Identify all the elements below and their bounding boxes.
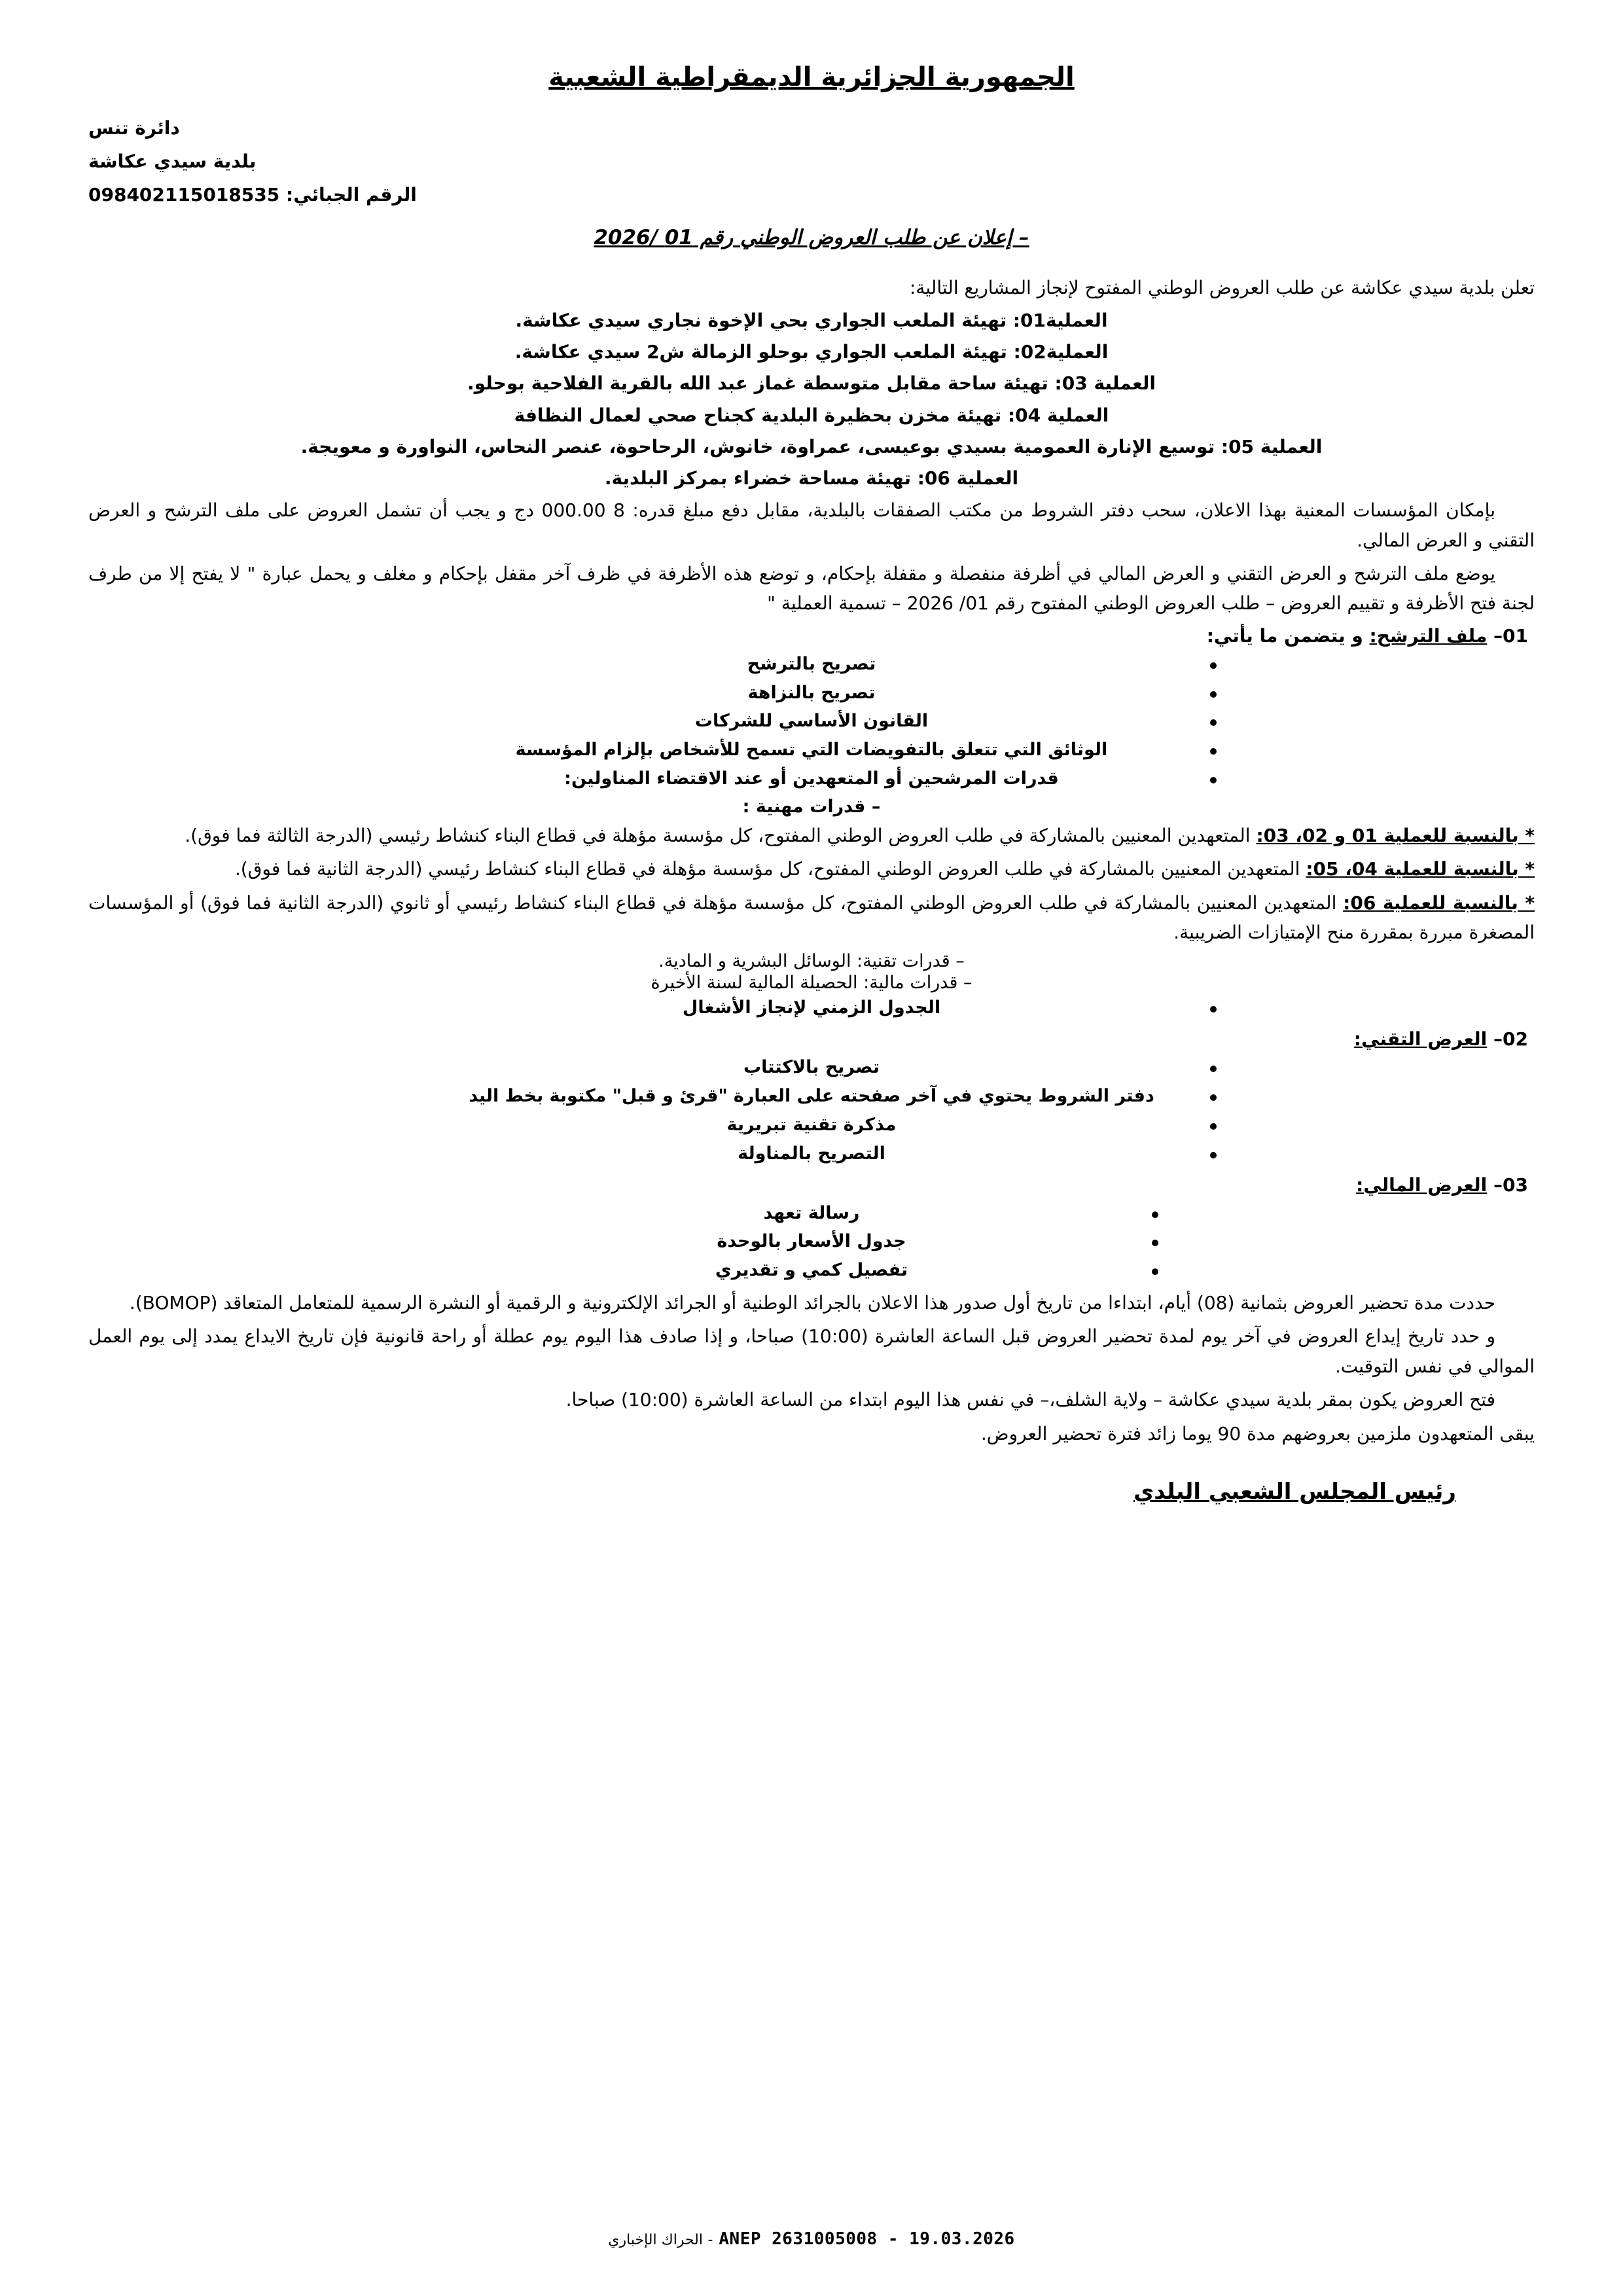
duration-paragraph: حددت مدة تحضير العروض بثمانية (08) أيام، ابتداءا من تاريخ أول صدور هذا الاعلان بالجرائد الوطنية أو الجرائد الإلكترونية و الرقمية أو النشرة الرسمية للمتعامل المتعاقد (BOMOP).	[129, 1292, 1495, 1314]
tax-number-label: الرقم الجبائي:	[286, 184, 417, 206]
list-item	[88, 708, 1535, 735]
daira-line: دائرة تنس	[88, 117, 180, 139]
list-item-label: تصريح بالاكتتاب	[743, 1057, 880, 1078]
opening-paragraph: فتح العروض يكون بمقر بلدية سيدي عكاشة – ولاية الشلف،– في نفس هذا اليوم ابتداء من الساعة العاشرة (10:00) صباحا.	[565, 1389, 1495, 1411]
case-text: المتعهدين المعنيين بالمشاركة في طلب العروض الوطني المفتوح، كل مؤسسة مؤهلة في قطاع البناء كنشاط رئيسي (الدرجة الثانية فما فوق).	[234, 858, 1300, 880]
list-item	[88, 1111, 1535, 1139]
operation-item: العملية01: تهيئة الملعب الجواري بحي الإخوة نجاري سيدي عكاشة.	[515, 309, 1108, 331]
case-paragraph-1	[88, 821, 1535, 850]
tax-number-value: 098402115018535	[88, 184, 280, 206]
financial-items	[88, 1200, 1535, 1285]
professional-capacity-label: – قدرات مهنية :	[742, 796, 881, 817]
footer-site-label: - الحراك الإخباري	[608, 2232, 713, 2248]
list-item	[88, 994, 1535, 1022]
list-item-label: تفصيل كمي و تقديري	[715, 1260, 908, 1281]
section-heading-financial	[88, 1174, 1535, 1196]
list-item-label: الجدول الزمني لإنجاز الأشغال	[682, 997, 941, 1018]
section-title: العرض التقني:	[1353, 1028, 1488, 1050]
section-title: ملف الترشح:	[1369, 624, 1488, 647]
case-paragraph-2	[88, 854, 1535, 884]
operations-list	[88, 306, 1535, 493]
list-item	[88, 651, 1535, 678]
bullet-dot-icon	[1152, 1268, 1158, 1275]
list-item	[88, 1140, 1535, 1168]
section-title: العرض المالي:	[1356, 1174, 1488, 1196]
page-title: الجمهورية الجزائرية الديمقراطية الشعبية	[548, 62, 1075, 92]
bullet-dot-icon	[1210, 748, 1217, 755]
list-item-label: الوثائق التي تتعلق بالتفويضات التي تسمح للأشخاص بإلزام المؤسسة	[515, 740, 1108, 761]
section-number: 03–	[1493, 1174, 1528, 1196]
bullet-dot-icon	[1210, 719, 1217, 726]
section-number: 02–	[1493, 1028, 1528, 1050]
list-item-label: جدول الأسعار بالوحدة	[717, 1231, 906, 1252]
bullet-dot-icon	[1210, 662, 1217, 669]
bullet-dot-icon	[1152, 1211, 1158, 1218]
validity-paragraph: يبقى المتعهدون ملزمين بعروضهم مدة 90 يوما زائد فترة تحضير العروض.	[980, 1422, 1535, 1444]
list-item-label: التصريح بالمناولة	[738, 1143, 885, 1164]
candidacy-items	[88, 651, 1535, 793]
bullet-dot-icon	[1210, 777, 1217, 783]
withdrawal-paragraph: بإمكان المؤسسات المعنية بهذا الاعلان، سحب دفتر الشروط من مكتب الصفقات بالبلدية، مقابل دفع مبلغ قدره: 8 000.00 دج و يجب أن تشمل العروض على ملف الترشح و العرض التقني و العرض المالي.	[88, 499, 1535, 551]
list-item	[88, 1200, 1535, 1227]
operation-item: العملية 03: تهيئة ساحة مقابل متوسطة غماز عبد الله بالقرية الفلاحية بوحلو.	[467, 372, 1156, 395]
case-text: المتعهدين المعنيين بالمشاركة في طلب العروض الوطني المفتوح، كل مؤسسة مؤهلة في قطاع البناء كنشاط رئيسي (الدرجة الثالثة فما فوق).	[185, 824, 1251, 846]
list-item	[88, 1228, 1535, 1255]
bullet-dot-icon	[1210, 1123, 1217, 1130]
list-item-label: تصريح بالنزاهة	[747, 682, 876, 703]
list-item-label: دفتر الشروط يحتوي في آخر صفحته على العبارة "قرئ و قبل" مكتوبة بخط اليد	[469, 1086, 1154, 1107]
list-item	[88, 1083, 1535, 1110]
bullet-dot-icon	[1210, 1152, 1217, 1158]
list-item	[88, 1054, 1535, 1081]
bullet-dot-icon	[1210, 1094, 1217, 1101]
announcement-title: – إعلان عن طلب العروض الوطني رقم 01 /2026	[594, 226, 1029, 249]
bullet-dot-icon	[1210, 1006, 1217, 1013]
list-item	[88, 736, 1535, 764]
list-item-label: مذكرة تقنية تبريرية	[726, 1114, 897, 1135]
list-item	[88, 765, 1535, 793]
case-text: المتعهدين المعنيين بالمشاركة في طلب العروض الوطني المفتوح، كل مؤسسة مؤهلة في قطاع البناء كنشاط رئيسي أو ثانوي (الدرجة الثانية فما فوق) أو المؤسسات المصغرة مبررة بمقررة منح الإمتيازات الضريبية.	[88, 891, 1535, 943]
technical-capacity-line: – قدرات تقنية: الوسائل البشرية و المادية.	[658, 951, 965, 972]
list-item	[88, 1257, 1535, 1284]
section-heading-technical	[88, 1028, 1535, 1050]
case-paragraph-3	[88, 888, 1535, 948]
case-label: * بالنسبة للعملية 04، 05:	[1306, 858, 1535, 880]
schedule-item-list	[88, 994, 1535, 1022]
tax-number-line	[88, 184, 1535, 206]
deposit-paragraph: و حدد تاريخ إيداع العروض في آخر يوم لمدة تحضير العروض قبل الساعة العاشرة (10:00) صباحا، و إذا صادف هذا اليوم يوم عطلة أو راحة قانونية فإن تاريخ الايداع يمدد إلى يوم العمل الموالي في نفس التوقيت.	[88, 1325, 1535, 1377]
operation-item: العملية 05: توسيع الإنارة العمومية بسيدي بوعيسى، عمراوة، خانوش، الرحاحوة، عنصر النحاس، النواورة و معويجة.	[300, 435, 1323, 457]
bullet-dot-icon	[1152, 1240, 1158, 1246]
section-heading-candidacy	[88, 625, 1535, 647]
envelopes-paragraph: يوضع ملف الترشح و العرض التقني و العرض المالي في أظرفة منفصلة و مقفلة بإحكام، و توضع هذه الأظرفة في ظرف آخر مقفل بإحكام و مغلف و يحمل عبارة " لا يفتح إلا من طرف لجنة فتح الأظرفة و تقييم العروض – طلب العروض الوطني المفتوح رقم 01/ 2026 – تسمية العملية "	[88, 562, 1535, 615]
list-item-label: القانون الأساسي للشركات	[694, 711, 929, 732]
bullet-dot-icon	[1210, 691, 1217, 698]
case-label: * بالنسبة للعملية 01 و 02، 03:	[1256, 824, 1535, 846]
operation-item: العملية 04: تهيئة مخزن بحظيرة البلدية كجناح صحي لعمال النظافة	[514, 404, 1109, 426]
case-label: * بالنسبة للعملية 06:	[1343, 891, 1535, 914]
list-item-label: رسالة تعهد	[763, 1202, 860, 1223]
bullet-dot-icon	[1210, 1066, 1217, 1072]
financial-capacity-line: – قدرات مالية: الحصيلة المالية لسنة الأخيرة	[651, 973, 972, 994]
anep-reference: ANEP 2631005008 - 19.03.2026	[719, 2229, 1015, 2249]
intro-paragraph: تعلن بلدية سيدي عكاشة عن طلب العروض الوطني المفتوح لإنجاز المشاريع التالية:	[909, 276, 1535, 298]
operation-item: العملية 06: تهيئة مساحة خضراء بمركز البلدية.	[604, 467, 1019, 490]
section-number: 01–	[1493, 624, 1528, 647]
section-suffix: و يتضمن ما يأتي:	[1206, 624, 1363, 647]
signature-line: رئيس المجلس الشعبي البلدي	[1133, 1478, 1456, 1505]
organization-block	[88, 117, 1535, 206]
list-item-label: قدرات المرشحين أو المتعهدين أو عند الاقتضاء المناولين:	[564, 768, 1059, 789]
list-item	[88, 679, 1535, 707]
footer	[0, 2229, 1623, 2249]
operation-item: العملية02: تهيئة الملعب الجواري بوحلو الزمالة ش2 سيدي عكاشة.	[514, 341, 1109, 363]
list-item-label: تصريح بالترشح	[747, 653, 876, 674]
technical-items	[88, 1054, 1535, 1167]
commune-line: بلدية سيدي عكاشة	[88, 151, 257, 172]
